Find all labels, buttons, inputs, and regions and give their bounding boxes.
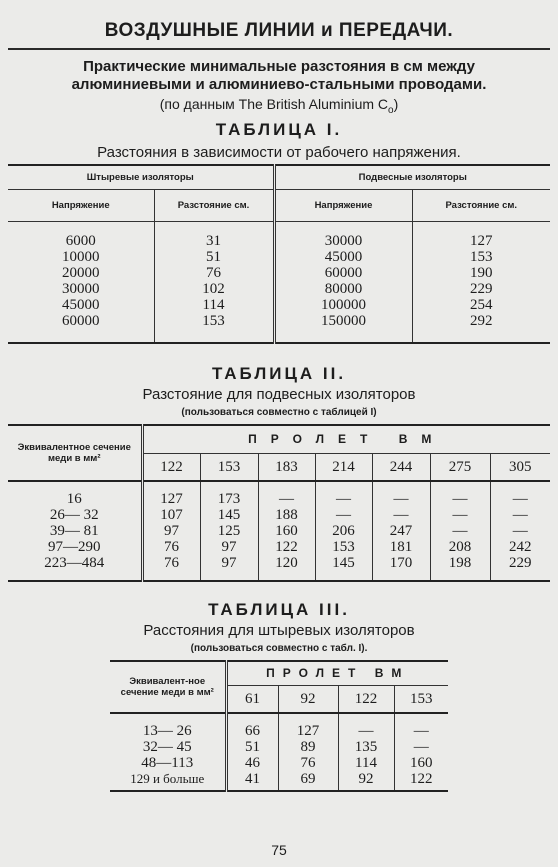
table1-cell: 254 [470,297,493,313]
table2-cell: — [372,507,430,523]
table1-cell: 292 [470,313,493,329]
table2-cell: 97—290 [8,539,142,555]
table-row [8,491,550,507]
table3-span: 92 [278,685,338,713]
table1-col-distance-suspension: Разстояние см. [412,189,550,221]
table2-cell: 125 [200,523,258,539]
table3-cell: 114 [338,755,394,771]
table2-span-header [142,425,550,453]
table2-span-header-text: ПРОЛЕТ ВМ [248,432,446,447]
table1-cell: 30000 [8,281,154,297]
table2-cell: — [258,491,315,507]
table1-caption: Разстояния в зависимости от рабочего напряжения. [97,144,461,161]
table2-cell: 97 [200,539,258,555]
table1 [8,164,550,344]
table2-cell: — [315,507,372,523]
table-row [8,539,550,555]
table2-cell: 206 [315,523,372,539]
table-row [8,507,550,523]
table3-cell: 13— 26 [110,723,226,739]
table2-span: 214 [315,453,372,481]
table2-cell: — [512,491,528,507]
table2-row-header: Эквивалентное сечение меди в мм² [8,425,142,481]
header-rule [8,48,550,50]
table2-cell: 198 [430,555,490,571]
table1-cell: 127 [470,233,493,249]
table2-cell: 160 [258,523,315,539]
table2-cell: 247 [372,523,430,539]
table3-span-header-text: ПРОЛЕТ ВМ [266,666,410,681]
table3-cell: 48—113 [110,755,226,771]
table2-cell: 26— 32 [8,507,142,523]
table3-cell: — [413,723,429,739]
table-row [110,771,448,787]
table1-cell: 10000 [8,249,154,265]
table1-cell: 45000 [8,297,154,313]
table1-cell: 153 [154,313,274,329]
table2-cell: 188 [258,507,315,523]
table3-span: 153 [410,690,433,707]
table1-cell: 31 [154,233,274,249]
subtitle-line-1: Практические минимальные разстояния в см между [83,58,475,75]
table3-cell: — [338,723,394,739]
table2-cell: 16 [8,491,142,507]
document-subtitle [10,58,548,94]
table2-cell: 173 [200,491,258,507]
table3-cell: 89 [278,739,338,755]
table2-cell: — [430,491,490,507]
table3-span: 122 [338,685,394,713]
table3-title: ТАБЛИЦА III. [208,600,350,619]
table2-cell: 242 [509,539,532,555]
table1-cell: 76 [154,265,274,281]
table2-cell: 122 [258,539,315,555]
table1-cell: 114 [154,297,274,313]
table2-note: (пользоваться совместно с таблицей I) [181,407,377,418]
table3-note: (пользоваться совместно с табл. I). [190,643,368,654]
table2-cell: 145 [315,555,372,571]
table2-cell: 153 [315,539,372,555]
table2-cell: — [315,491,372,507]
table2-cell: 39— 81 [8,523,142,539]
table1-cell: 60000 [274,265,412,281]
table2-title: ТАБЛИЦА II. [211,364,347,383]
table-row [110,723,448,739]
table1-cell: 100000 [274,297,412,313]
table3-cell: 76 [278,755,338,771]
table1-col-voltage-suspension: Напряжение [274,189,412,221]
table3-cell: 160 [410,755,433,771]
table1-cell: 60000 [8,313,154,329]
table-row [8,297,550,313]
table2-cell: — [430,507,490,523]
table3-cell: 51 [226,739,278,755]
table3-cell: 66 [226,723,278,739]
table2-cell: 181 [372,539,430,555]
table3-cell: 69 [278,771,338,787]
table2-cell: 97 [200,555,258,571]
table3-cell: 41 [226,771,278,787]
table1-cell: 20000 [8,265,154,281]
table3-cell: 46 [226,755,278,771]
table2-cell: 229 [509,555,532,571]
table2-span: 275 [430,453,490,481]
table2-span: 122 [142,453,200,481]
table1-col-voltage-pin: Напряжение [8,189,154,221]
table2-cell: 170 [372,555,430,571]
table1-cell: 80000 [274,281,412,297]
table3-cell: 129 и больше [110,771,226,787]
table1-cell: 190 [470,265,493,281]
table2-cell: — [512,507,528,523]
table-row [8,555,550,571]
table1-cell: 51 [154,249,274,265]
table-row [8,265,550,281]
table3-row-header: Эквивалент-ное сечение меди в мм² [110,661,226,713]
table2-span: 305 [509,458,532,475]
source-sub: o [388,104,394,116]
table1-col-distance-pin: Разстояние см. [154,189,274,221]
table3-cell: — [413,739,429,755]
table2-cell: 208 [430,539,490,555]
table2-cell: — [512,523,528,539]
table-row [8,281,550,297]
table2-cell: 127 [142,491,200,507]
table3-cell: 32— 45 [110,739,226,755]
table2-span: 183 [258,453,315,481]
table1-group-pin: Штыревые изоляторы [8,165,274,189]
subtitle-line-2: алюминиевыми и алюминиево-стальными проводами. [71,76,487,93]
table1-cell: 45000 [274,249,412,265]
table1-cell: 30000 [274,233,412,249]
table3-caption: Расстояния для штыревых изоляторов [143,622,415,639]
table2-cell: — [372,491,430,507]
table1-title: ТАБЛИЦА I. [215,120,343,139]
data-source [0,96,558,116]
table3-cell: 122 [410,771,433,787]
table2-span: 244 [372,453,430,481]
table-row [110,755,448,771]
table2 [8,424,550,582]
table1-cell: 229 [470,281,493,297]
table2-cell: 145 [200,507,258,523]
table-row [8,233,550,249]
table3-cell: 135 [338,739,394,755]
table-row [8,523,550,539]
table1-cell: 102 [154,281,274,297]
source-text: (по данным The British Aluminium C [159,96,389,112]
table2-cell: — [430,523,490,539]
table-row [8,313,550,329]
table3-span-header [226,661,448,685]
table1-cell: 153 [470,249,493,265]
table1-group-suspension: Подвесные изоляторы [274,165,550,189]
table3-cell: 92 [338,771,394,787]
table1-cell: 6000 [8,233,154,249]
table2-cell: 120 [258,555,315,571]
table2-cell: 223—484 [8,555,142,571]
table3-cell: 127 [278,723,338,739]
table2-span: 153 [200,453,258,481]
table2-cell: 76 [142,539,200,555]
table2-cell: 97 [142,523,200,539]
table2-caption: Разстояние для подвесных изоляторов [142,386,416,403]
table-row [110,739,448,755]
table-row [8,249,550,265]
page-header: ВОЗДУШНЫЕ ЛИНИИ и ПЕРЕДАЧИ. [104,20,454,41]
table2-cell: 107 [142,507,200,523]
table3 [110,660,448,792]
table1-cell: 150000 [274,313,412,329]
table3-span: 61 [226,685,278,713]
table2-cell: 76 [142,555,200,571]
page-number: 75 [271,842,287,858]
source-end: ) [393,96,399,112]
